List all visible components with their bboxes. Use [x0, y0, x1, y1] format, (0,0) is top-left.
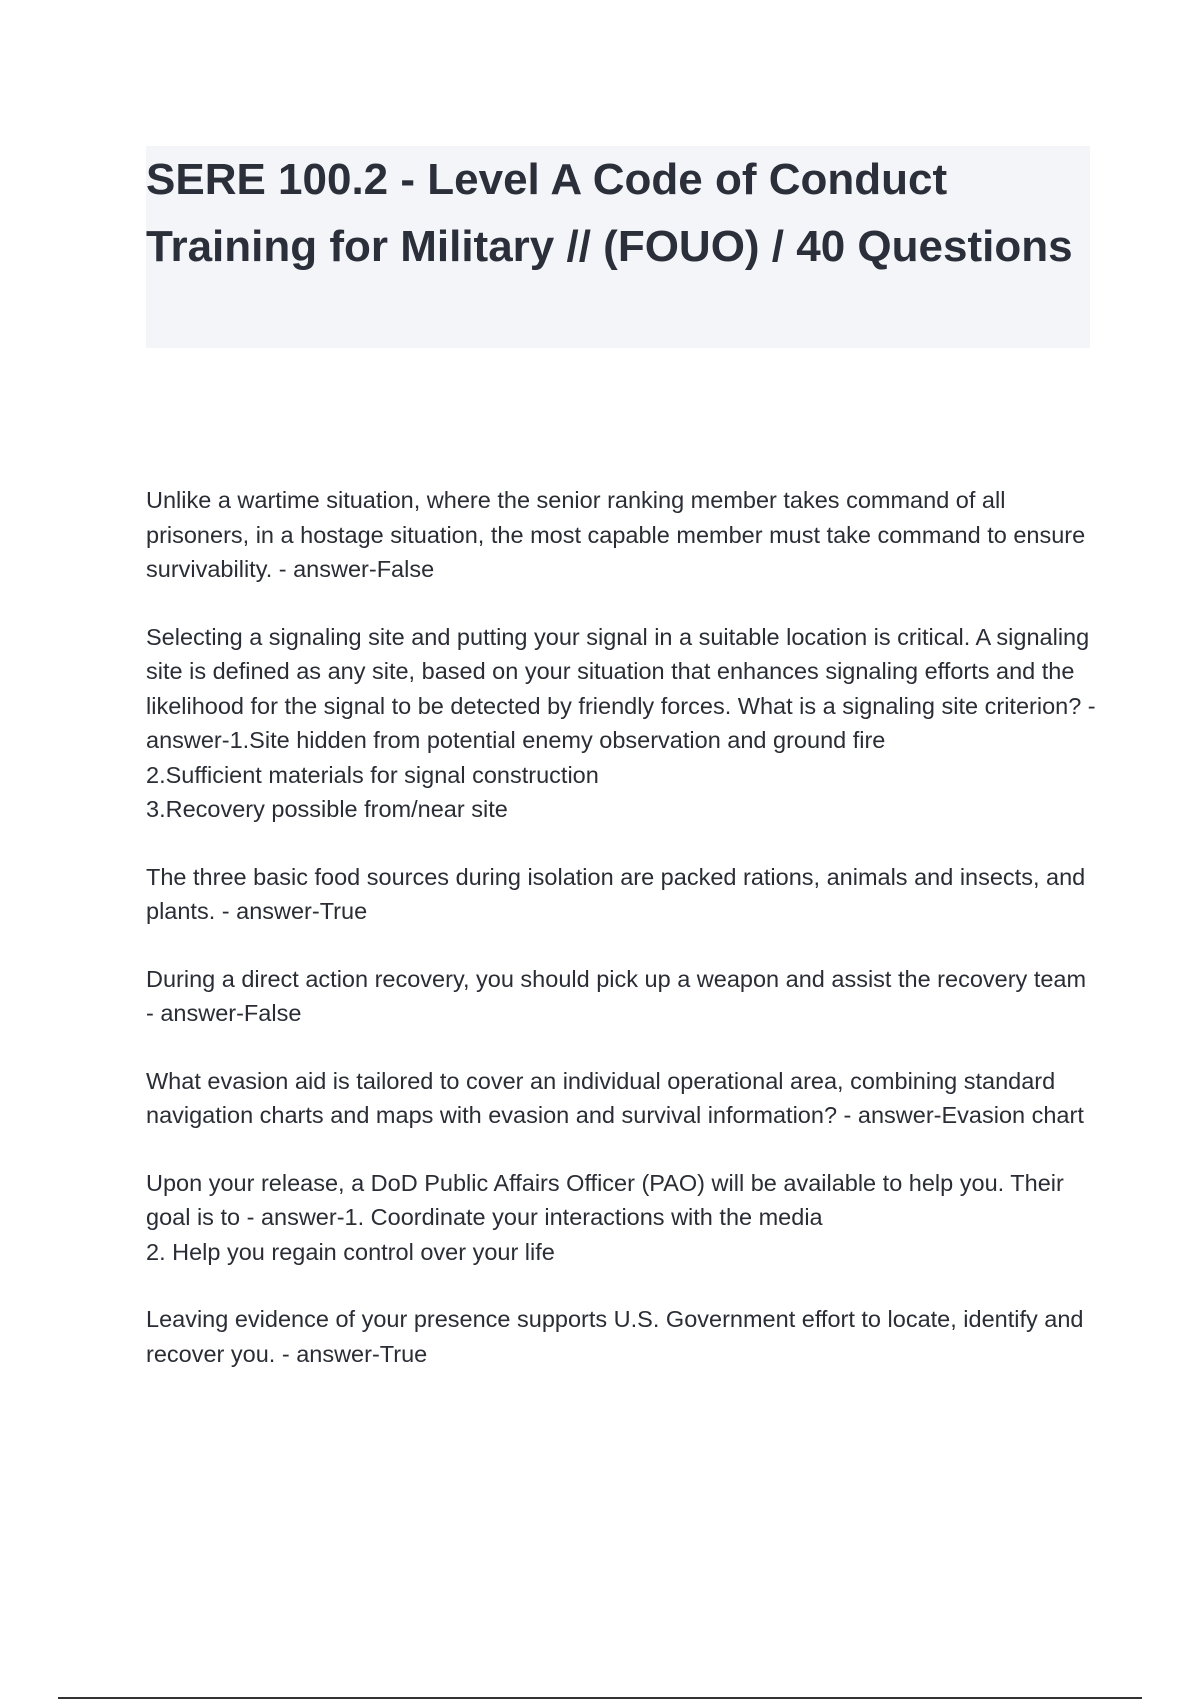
document-title: SERE 100.2 - Level A Code of Conduct Training for Military // (FOUO) / 40 Questions — [146, 155, 1073, 271]
question-item: Leaving evidence of your presence supports U.S. Government effort to locate, identify and recover you. - answer-True — [146, 1306, 1084, 1367]
question-item: The three basic food sources during isolation are packed rations, animals and insects, and plants. - answer-True — [146, 863, 1086, 924]
question-item: During a direct action recovery, you should pick up a weapon and assist the recovery team - answer-False — [146, 965, 1087, 1026]
question-item: Unlike a wartime situation, where the senior ranking member takes command of all prisoners, in a hostage situation, the most capable member must take command to ensure survivability. - answer-False — [146, 487, 1086, 582]
question-item: Upon your release, a DoD Public Affairs Officer (PAO) will be available to help you. Their goal is to - answer-1. Coordinate your interactions with the media 2. Help you regain control over your life — [146, 1169, 1064, 1265]
question-list — [146, 483, 1096, 1404]
page-bottom-divider — [58, 1697, 1142, 1699]
question-item: Selecting a signaling site and putting your signal in a suitable location is critical. A signaling site is defined as any site, based on your situation that enhances signaling efforts and the likelihood for the signal to be detected by friendly forces. What is a signaling site criterion? - answer-1.Site hidden from potential enemy observation and ground fire 2.Sufficient materials for signal construction 3.Recovery possible from/near site — [146, 623, 1096, 822]
title-block — [146, 146, 1090, 348]
question-item: What evasion aid is tailored to cover an individual operational area, combining standard navigation charts and maps with evasion and survival information? - answer-Evasion chart — [146, 1067, 1084, 1128]
